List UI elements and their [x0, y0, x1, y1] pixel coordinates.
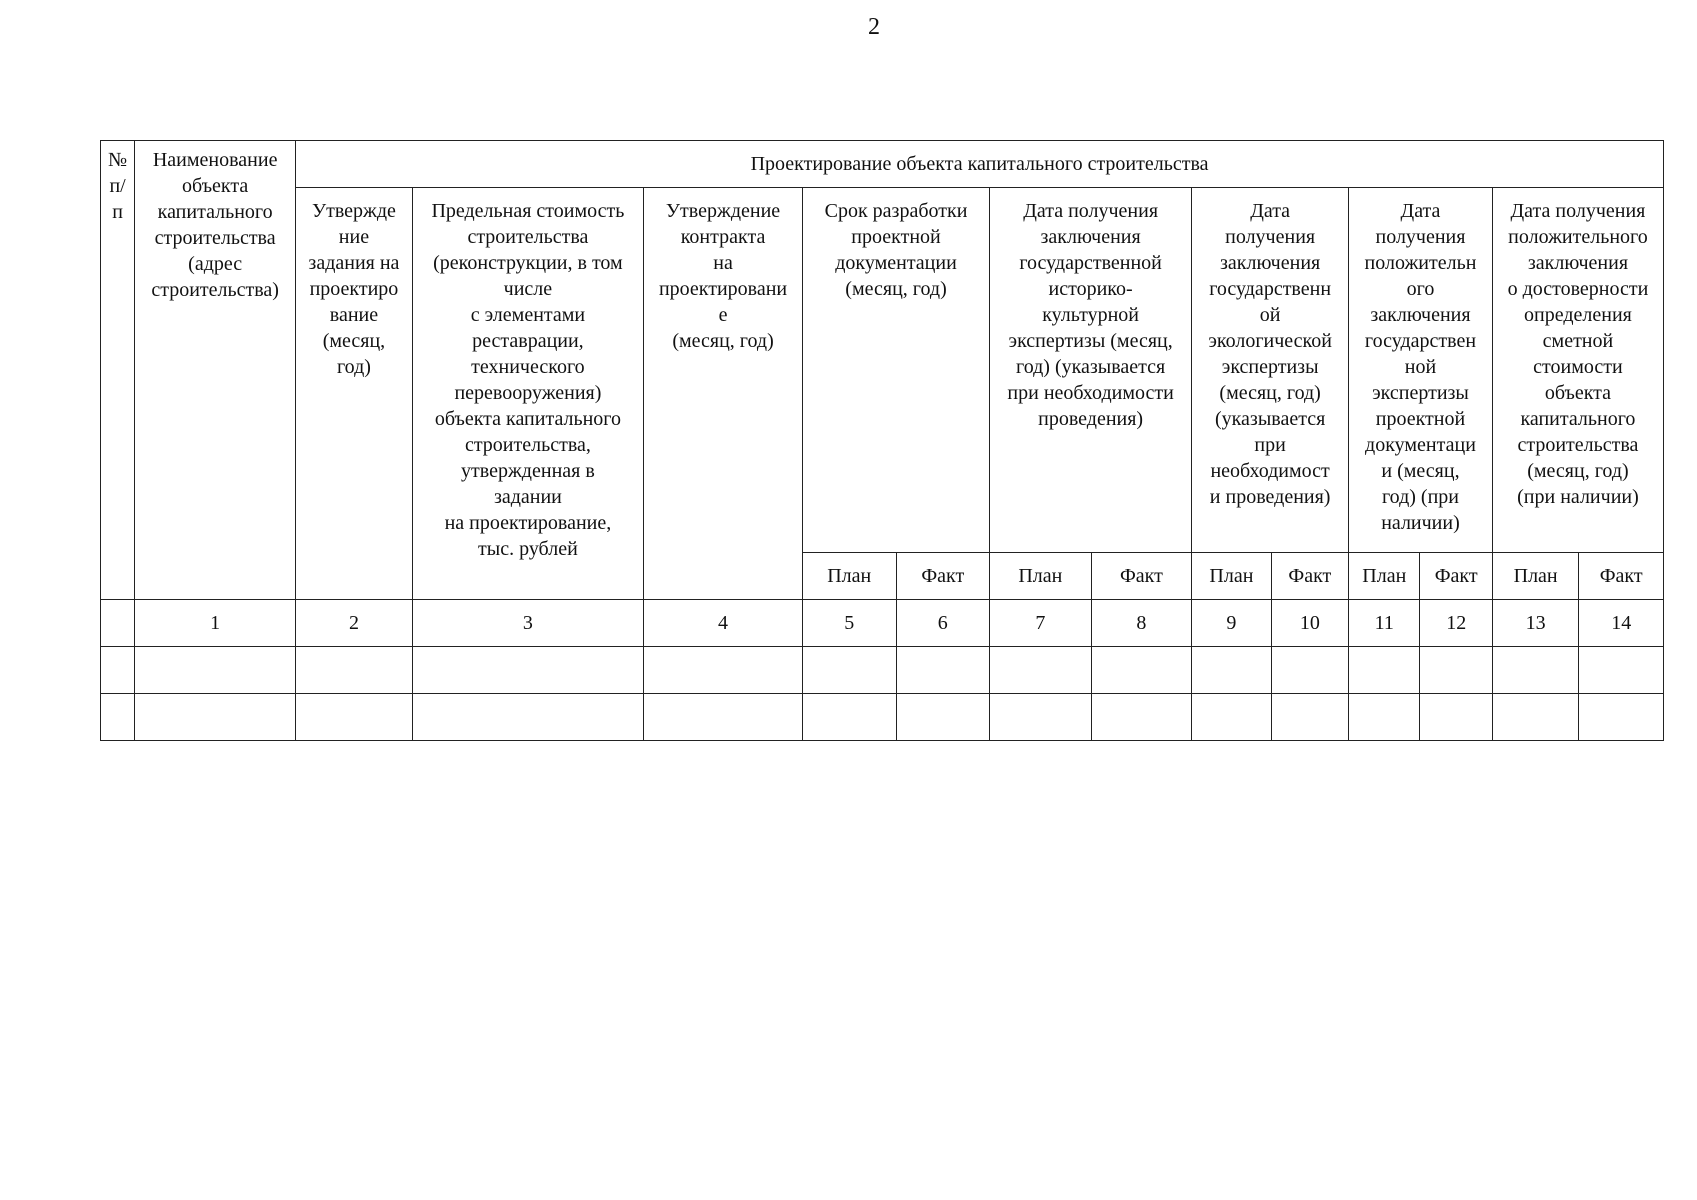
- table-row: [101, 647, 1664, 694]
- table-cell: [1271, 647, 1348, 694]
- table-cell: [296, 647, 413, 694]
- table-cell: [990, 647, 1092, 694]
- plan-label: План: [1192, 553, 1271, 600]
- fact-label: Факт: [896, 553, 990, 600]
- table-cell: [101, 694, 135, 741]
- header-row-number: № п/ п: [101, 141, 135, 600]
- column-number: 13: [1492, 600, 1578, 647]
- table-cell: [1579, 647, 1664, 694]
- table-cell: [135, 694, 296, 741]
- table-cell: [990, 694, 1092, 741]
- table-cell: [296, 694, 413, 741]
- table-cell: [896, 647, 990, 694]
- header-historical-cultural-expertise: Дата получения заключения государственной историко- культурной экспертизы (месяц, год) (указывается при необходимости проведения): [990, 188, 1192, 553]
- column-number: 7: [990, 600, 1092, 647]
- table-cell: [101, 647, 135, 694]
- plan-label: План: [802, 553, 896, 600]
- fact-label: Факт: [1420, 553, 1492, 600]
- project-design-table: [100, 140, 1664, 741]
- table-cell: [802, 647, 896, 694]
- header-ecological-expertise: Дата получения заключения государственн ой экологической экспертизы (месяц, год) (указывается при необходимост и проведения): [1192, 188, 1349, 553]
- header-task-approval: Утвержде ние задания на проектиро вание (месяц, год): [296, 188, 413, 600]
- column-number: 3: [412, 600, 643, 647]
- table-cell: [412, 647, 643, 694]
- header-object-name: Наименование объекта капитального строительства (адрес строительства): [135, 141, 296, 600]
- plan-label: План: [990, 553, 1092, 600]
- table-cell: [1192, 647, 1271, 694]
- column-number: 14: [1579, 600, 1664, 647]
- fact-label: Факт: [1091, 553, 1192, 600]
- table-cell: [1091, 647, 1192, 694]
- column-number: 9: [1192, 600, 1271, 647]
- header-row-1: [101, 141, 1664, 188]
- header-state-expertise: Дата получения положительн ого заключения государствен ной экспертизы проектной документаци и (месяц, год) (при наличии): [1349, 188, 1493, 553]
- table-cell: [412, 694, 643, 741]
- table-cell: [1349, 647, 1420, 694]
- table-cell: [1579, 694, 1664, 741]
- header-row-2: [101, 188, 1664, 553]
- column-number: 6: [896, 600, 990, 647]
- plan-label: План: [1349, 553, 1420, 600]
- table-cell: [1271, 694, 1348, 741]
- fact-label: Факт: [1579, 553, 1664, 600]
- column-number: 10: [1271, 600, 1348, 647]
- column-number: 11: [1349, 600, 1420, 647]
- table-cell: [1492, 647, 1578, 694]
- table-cell: [1420, 694, 1492, 741]
- header-cost-reliability: Дата получения положительного заключения о достоверности определения сметной стоимости объекта капитального строительства (месяц, год) (при наличии): [1492, 188, 1663, 553]
- column-number: 4: [644, 600, 803, 647]
- column-number: 2: [296, 600, 413, 647]
- table-cell: [644, 647, 803, 694]
- table-cell: [1420, 647, 1492, 694]
- header-cost-limit: Предельная стоимость строительства (реконструкции, в том числе с элементами реставрации, технического перевооружения) объекта капитального строительства, утвержденная в задании на проектирование, тыс. рублей: [412, 188, 643, 600]
- table-cell: [896, 694, 990, 741]
- table-row: [101, 694, 1664, 741]
- column-number: 1: [135, 600, 296, 647]
- header-group-title: Проектирование объекта капитального строительства: [296, 141, 1664, 188]
- table-cell: [802, 694, 896, 741]
- column-number: 5: [802, 600, 896, 647]
- table-cell: [1349, 694, 1420, 741]
- fact-label: Факт: [1271, 553, 1348, 600]
- table-cell: [1492, 694, 1578, 741]
- table-cell: [644, 694, 803, 741]
- column-number-row: [101, 600, 1664, 647]
- table-cell: [1192, 694, 1271, 741]
- column-number: 8: [1091, 600, 1192, 647]
- plan-label: План: [1492, 553, 1578, 600]
- page-number: 2: [868, 14, 880, 40]
- header-design-period: Срок разработки проектной документации (месяц, год): [802, 188, 989, 553]
- table-cell: [135, 647, 296, 694]
- header-contract-approval: Утверждение контракта на проектировани е (месяц, год): [644, 188, 803, 600]
- table-cell: [1091, 694, 1192, 741]
- column-number: 12: [1420, 600, 1492, 647]
- column-number-empty: [101, 600, 135, 647]
